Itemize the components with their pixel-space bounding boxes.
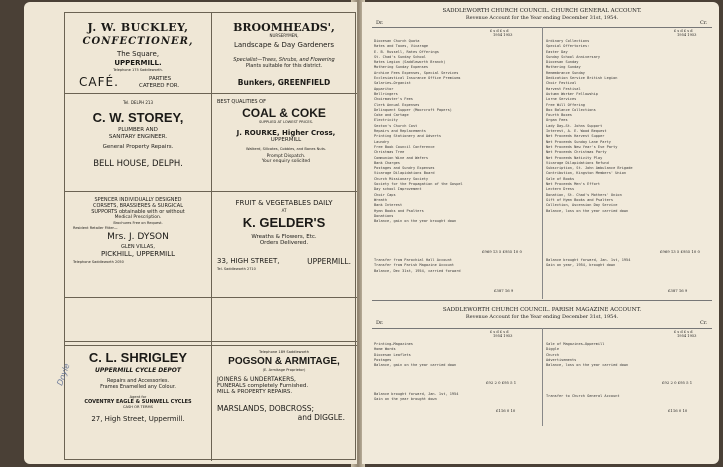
account-row: Lorne Services bbox=[546, 97, 577, 102]
account-row: Transfer from Parochial Hall Account bbox=[374, 258, 452, 262]
advert-grid bbox=[64, 12, 356, 460]
account-row: Diocesan Sunday bbox=[546, 60, 579, 65]
account-row: Donations bbox=[374, 213, 394, 218]
catered-label: CATERED FOR. bbox=[139, 83, 180, 90]
specialist-line: Specialist—Trees, Shrubs, and Flowering bbox=[233, 57, 335, 64]
account-row: Hymn Books and Psalters bbox=[374, 208, 424, 213]
account-row: Box Balance Collections bbox=[546, 107, 596, 112]
trade-line: CONFECTIONER, bbox=[82, 36, 194, 48]
account-row: Free Will Offering bbox=[546, 102, 585, 107]
specialist-line: Plants suitable for this district. bbox=[245, 63, 323, 70]
column-headings: £ s d £ s d bbox=[674, 330, 693, 334]
depot-line: UPPERMILL CYCLE DEPOT bbox=[95, 366, 181, 374]
advertiser-name: J. ROURKE, Higher Cross, bbox=[236, 128, 336, 137]
account-row: Balance brought forward, Jan. 1st, 1954 bbox=[374, 392, 459, 396]
income-rows bbox=[546, 39, 711, 245]
address-line: GLEN VILLAS, bbox=[121, 243, 155, 250]
account-row: Coke and Cartage bbox=[374, 113, 409, 118]
account-row: Mothering Sunday bbox=[546, 65, 581, 70]
account-row: Sale of Magazines—Uppermill bbox=[546, 342, 605, 346]
supplied-line: SUPPLIED AT LOWEST PRICES. bbox=[258, 120, 314, 125]
repairs-line: Repairs and Accessories. bbox=[106, 377, 170, 384]
trade-line: SANITARY ENGINEER. bbox=[108, 133, 168, 140]
account-row: Net Proceeds Men's Effort bbox=[546, 182, 601, 187]
account-row: Bank Charges bbox=[374, 160, 400, 165]
account-row: Collection, Ascension Day Service bbox=[546, 203, 618, 208]
address-line: PICKHILL, UPPERMILL bbox=[100, 249, 176, 258]
rule bbox=[372, 300, 712, 301]
account-row: Diggle bbox=[546, 347, 559, 352]
telephone-line: Telephone Saddleworth 2050 bbox=[73, 260, 124, 265]
column-headings: £ s d £ s d bbox=[490, 330, 509, 334]
fitter-line: Resident Retailer Fitter— bbox=[73, 225, 118, 230]
account-row: Contribution, Kingston Members' Union bbox=[546, 171, 627, 176]
account-row: Lectern Dress bbox=[546, 187, 575, 192]
account-row: Balance brought forward, Jan. 1st, 1954 bbox=[546, 258, 631, 262]
total-line: £969 13 5 £955 10 0 bbox=[482, 249, 522, 254]
account-row: Ecclesiastical Insurance Office Premiums bbox=[374, 76, 461, 81]
dyson-advert bbox=[67, 193, 209, 295]
account-row: Gift of Hymn Books and Psalters bbox=[546, 197, 614, 202]
account-row: Advertisements bbox=[546, 357, 577, 362]
column-divider bbox=[542, 27, 543, 299]
account-row: Rates Legion (Saddleworth Branch) bbox=[374, 60, 446, 65]
advertiser-name: K. GELDER'S bbox=[242, 215, 326, 231]
handwritten-note: Doyle bbox=[55, 362, 72, 387]
advertiser-name: C. W. STOREY, bbox=[92, 109, 184, 125]
proprietor-line: (E. Armitage Proprietor) bbox=[262, 368, 306, 373]
magazine-expenditure-rows bbox=[374, 342, 539, 372]
account-row: Choir Festival bbox=[546, 81, 577, 86]
account-row: Choir Caps bbox=[374, 192, 396, 197]
grid-divider bbox=[65, 345, 357, 346]
town-line: UPPERMILL. bbox=[307, 257, 351, 267]
brochure-line: Brochures Free on Request. bbox=[113, 221, 163, 226]
magazine-transfer-rows bbox=[546, 394, 711, 402]
town-line: UPPERMILL. bbox=[114, 58, 162, 67]
account-row: Net Proceeds New Year's Eve Party bbox=[546, 144, 618, 149]
pogson-advert bbox=[213, 347, 355, 459]
account-row: Gain on year, 1954, brought down bbox=[546, 263, 616, 268]
grid-divider bbox=[65, 297, 357, 298]
advertiser-name: J. W. BUCKLEY, bbox=[87, 21, 189, 34]
account-row: Society for the Propagation of the Gospel bbox=[374, 182, 463, 187]
trade-line: PLUMBER AND bbox=[118, 127, 158, 134]
column-years: 1954 1953 bbox=[677, 334, 697, 338]
account-row: Bellringers bbox=[374, 91, 398, 96]
solicited-line: Your enquiry solicited bbox=[261, 159, 311, 165]
grid-divider bbox=[65, 341, 357, 342]
account-row: Transfer from Parish Magazine Account bbox=[374, 263, 455, 268]
account-row: Laundry bbox=[374, 139, 390, 144]
at-line: AT bbox=[281, 208, 287, 214]
account-row: Harvest Festival bbox=[546, 86, 581, 91]
account-row: Sunday School Anniversary bbox=[546, 54, 601, 59]
location-line: and DIGGLE. bbox=[297, 413, 345, 422]
gelder-advert bbox=[213, 193, 355, 295]
town-line: UPPERMILL bbox=[270, 137, 302, 144]
corset-line: SPENCER INDIVIDUALLY DESIGNED bbox=[94, 197, 182, 203]
account-row: Fourth Boxes bbox=[546, 113, 572, 118]
total-line: £116 0 10 bbox=[668, 408, 688, 413]
account-row: Special Offertories: bbox=[546, 44, 590, 49]
subtitle-line: NURSERYMEN, bbox=[269, 33, 299, 39]
advertisement-page bbox=[24, 2, 357, 464]
account-row: Donation, St. Chad's Mothers' Union bbox=[546, 192, 622, 197]
account-row: Apparitor bbox=[374, 86, 394, 91]
cafe-row bbox=[67, 75, 209, 91]
account-row: Net Proceeds Christmas Party bbox=[546, 150, 607, 155]
account-row: Diocesan Church Quota bbox=[374, 39, 420, 43]
magazine-income-rows bbox=[546, 342, 711, 372]
telephone-line: Telephone 175 Saddleworth. bbox=[113, 67, 163, 72]
account-row: Vicarage Dilapidations Refund bbox=[546, 160, 609, 165]
corset-line: SUPPORTS obtainable with or without bbox=[91, 209, 185, 215]
enamelled-line: Frames Enamelled any Colour. bbox=[100, 383, 176, 390]
account-row: Archive Fees Expenses, Special Services bbox=[374, 70, 459, 75]
cafe-label: CAFÉ. bbox=[79, 75, 119, 90]
account-row: Postages and Sundry Expenses bbox=[374, 166, 435, 171]
advertiser-name: BROOMHEADS', bbox=[233, 21, 335, 34]
account-row: Net Proceeds Nativity Play bbox=[546, 155, 603, 160]
rourke-advert bbox=[213, 95, 355, 189]
account-row: Balance, loss on the year carried down bbox=[546, 363, 629, 368]
account-row: Dedication Service British Legion bbox=[546, 76, 618, 81]
account-row: Lady Day—St. Johns Support bbox=[546, 123, 603, 128]
storey-advert bbox=[67, 95, 209, 189]
account-row: Salaries—Organist bbox=[374, 81, 411, 86]
account-title: SADDLEWORTH CHURCH COUNCIL. PARISH MAGAZINE ACCOUNT. bbox=[442, 307, 642, 313]
total-line: £116 0 10 bbox=[496, 408, 516, 413]
account-row: Balance, gain on the year brought down bbox=[374, 219, 457, 224]
account-row: St. Chad's Sunday School bbox=[374, 54, 426, 59]
location-line: MARSLANDS, DOBCROSS; bbox=[217, 404, 315, 413]
account-row: E. B. Russell, Rates Offerings bbox=[374, 49, 439, 54]
corset-line: CORSETS, BRASSIERES & SURGICAL bbox=[93, 203, 183, 209]
corset-line: Medical Prescription. bbox=[114, 215, 162, 220]
trade-line: FRUIT & VEGETABLES DAILY bbox=[235, 199, 333, 207]
buckley-advert bbox=[67, 15, 209, 91]
location-line: Bunkers, GREENFIELD bbox=[237, 78, 331, 88]
account-row: Gain on the year brought down bbox=[374, 397, 437, 402]
telephone-line: Tel. DELPH 213 bbox=[122, 100, 154, 105]
account-row: Mothering Sunday Expenses bbox=[374, 65, 429, 70]
orders-line: Orders Delivered. bbox=[259, 240, 309, 247]
account-row: Diocesan Leaflets bbox=[374, 352, 411, 357]
accounts-page bbox=[362, 2, 719, 464]
column-years: 1954 1953 bbox=[677, 33, 697, 37]
trade-line: JOINERS & UNDERTAKERS, bbox=[217, 375, 296, 383]
grid-divider bbox=[65, 93, 357, 94]
wreaths-line: Wreaths & Flowers, Etc. bbox=[251, 233, 317, 240]
account-row: Transfer to Church General Account bbox=[546, 394, 620, 398]
account-row: Wreath bbox=[374, 197, 387, 202]
account-row: Balance, Dec 31st, 1954, carried forward bbox=[374, 268, 461, 273]
credit-label: Cr. bbox=[700, 20, 708, 26]
agent-line: Agent for bbox=[129, 394, 147, 399]
total-line: £92 2 0 £95 5 1 bbox=[486, 380, 517, 385]
total-line: £387 16 9 bbox=[494, 288, 514, 293]
account-row: Easter Day bbox=[546, 49, 568, 54]
general-account-heading bbox=[372, 8, 712, 21]
magazine-account-heading bbox=[372, 307, 712, 320]
column-divider bbox=[542, 328, 543, 426]
account-row: Net Proceeds Sunday Lane Party bbox=[546, 139, 611, 144]
balance-rows bbox=[546, 258, 711, 282]
advertiser-name: Mrs. J. DYSON bbox=[107, 232, 169, 243]
trade-line: Landscape & Day Gardeners bbox=[233, 40, 335, 49]
broomheads-advert bbox=[213, 15, 355, 91]
advertiser-name: POGSON & ARMITAGE, bbox=[228, 356, 340, 368]
debit-label: Dr. bbox=[376, 20, 384, 26]
debit-label: Dr. bbox=[376, 320, 384, 326]
account-row: Sexton's Church Cost bbox=[374, 123, 418, 128]
trade-line: FUNERALS completely Furnished. bbox=[217, 382, 309, 389]
account-row: Christmas Tree bbox=[374, 150, 405, 155]
parties-label: PARTIES bbox=[149, 76, 172, 83]
advertiser-name: C. L. SHRIGLEY bbox=[88, 350, 188, 365]
account-row: Balance, gain on the year carried down bbox=[374, 363, 457, 368]
column-years: 1954 1953 bbox=[493, 33, 513, 37]
prompt-line: Prompt Dispatch. bbox=[266, 154, 306, 159]
general-line: General Property Repairs. bbox=[102, 143, 174, 150]
address-line: 27, High Street, Uppermill. bbox=[91, 415, 185, 424]
total-line: £969 13 5 £955 10 0 bbox=[660, 249, 700, 254]
product-line: COAL & COKE bbox=[242, 106, 326, 120]
magazine-balance-rows bbox=[374, 392, 539, 404]
account-row: Autumn Worker Fellowship bbox=[546, 91, 598, 96]
account-row: Church bbox=[546, 352, 559, 357]
account-row: Rates and Taxes, Vicarage bbox=[374, 44, 429, 49]
column-headings: £ s d £ s d bbox=[674, 29, 693, 33]
account-subtitle: Revenue Account for the Year ending December 31st, 1954. bbox=[465, 14, 619, 21]
account-row: Bank Interest bbox=[374, 203, 403, 208]
address-line: The Square, bbox=[116, 50, 160, 59]
account-subtitle: Revenue Account for the Year ending December 31st, 1954. bbox=[465, 313, 619, 320]
shrigley-advert bbox=[67, 347, 209, 459]
column-headings: £ s d £ s d bbox=[490, 29, 509, 33]
account-row: Balance, loss on the year carried down bbox=[546, 208, 629, 213]
best-line: BEST QUALITIES OF bbox=[217, 99, 266, 105]
grid-divider bbox=[65, 191, 357, 192]
account-title: SADDLEWORTH CHURCH COUNCIL. CHURCH GENERAL ACCOUNT. bbox=[442, 8, 642, 14]
account-row: Delinquent Supper (Moorcroft Papers) bbox=[374, 107, 452, 112]
areas-line: Walkerd, Sillcotes, Cobbles, and Bones Nuts. bbox=[246, 146, 326, 151]
account-row: Sale of Books bbox=[546, 176, 575, 181]
total-line: £92 2 0 £95 5 1 bbox=[662, 380, 693, 385]
telephone-line: Tel. Saddleworth 2710 bbox=[217, 267, 256, 272]
grid-divider bbox=[211, 13, 212, 461]
account-row: Electricity bbox=[374, 118, 398, 123]
account-row: Ordinary Collections bbox=[546, 39, 590, 43]
account-row: Church Missionary Society bbox=[374, 176, 429, 181]
account-row: Day school Improvement bbox=[374, 187, 422, 192]
account-row: Printing—Magazines bbox=[374, 342, 413, 346]
brands-line: COVENTRY EAGLE & SUNWELL CYCLES bbox=[84, 399, 192, 406]
account-row: Net Proceeds Harvest Supper bbox=[546, 134, 605, 139]
transfer-rows bbox=[374, 258, 539, 282]
account-row: Clerk Annual Expenses bbox=[374, 102, 420, 107]
terms-line: CASH OR TERMS bbox=[123, 405, 153, 410]
account-row: Postages bbox=[374, 357, 392, 362]
account-row: Organ Fees bbox=[546, 118, 568, 123]
account-row: Repairs and Replacements bbox=[374, 129, 426, 134]
account-row: Communion Wine and Wafers bbox=[374, 155, 429, 160]
account-row: Vicarage Dilapidations Board bbox=[374, 171, 435, 176]
account-row: Interest, A. E. Wood Bequest bbox=[546, 129, 607, 134]
account-row: Free Book Council Conference bbox=[374, 144, 435, 149]
address-line: 33, HIGH STREET, bbox=[217, 256, 280, 265]
total-line: £387 16 9 bbox=[668, 288, 688, 293]
account-row: Home Words bbox=[374, 347, 396, 352]
account-row: Choirmaster's Fees bbox=[374, 97, 413, 102]
column-years: 1954 1953 bbox=[493, 334, 513, 338]
trade-line: MILL & PROPERTY REPAIRS. bbox=[217, 389, 293, 396]
credit-label: Cr. bbox=[700, 320, 708, 326]
account-row: Remembrance Sunday bbox=[546, 70, 585, 75]
location-line: BELL HOUSE, DELPH. bbox=[93, 159, 183, 170]
telephone-line: Telephone 189 Saddleworth bbox=[259, 350, 309, 354]
account-row: Printing Stationery and Adverts bbox=[374, 134, 442, 139]
expenditure-rows bbox=[374, 39, 539, 245]
account-row: Subscription, St. John Ambulance Brigade bbox=[546, 166, 633, 171]
